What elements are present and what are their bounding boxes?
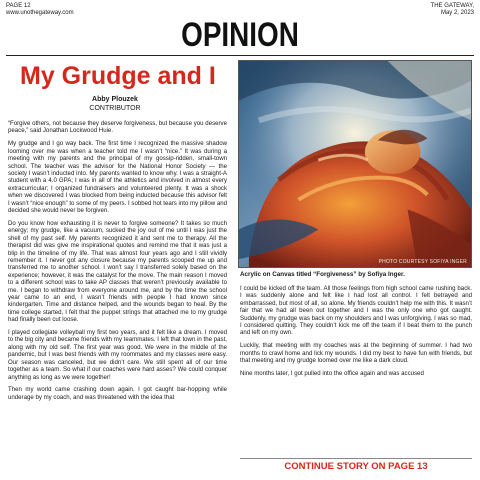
section-divider (6, 55, 474, 56)
body-paragraph: “Forgive others, not because they deserve forgiveness, but because you deserve peace,” said Jonathan Lockwood Huie. (8, 120, 227, 135)
issue-date: May 2, 2023 (440, 10, 474, 16)
author-role: CONTRIBUTOR (89, 105, 141, 112)
section-title: OPINION (181, 16, 299, 54)
photo-credit: PHOTO COURTESY SOFIYA INGER (378, 259, 467, 265)
body-paragraph: I played collegiate volleyball my first two years, and it felt like a dream. I moved to the big city and became friends with my teammates. I left that town in the past, along with my old self. The first year was good. We were in the middle of the pandemic, but I was best friends with my roommates and my classes were easy. Our season was canceled, but we didn’t care. We still spent all of our time together as a team. So what if our coaches were hard asses? We could conquer anything as long as we were together! (8, 329, 227, 381)
body-paragraph: Do you know how exhausting it is never to forgive someone? It takes so much energy; my grudge, like a vacuum, sucked the joy out of me until I was just the shell of my past self. My parents recognized it and sent me to therapy. All the therapist did was give me inspirational quotes and remind me that it was just a blip in the timeline of my life. That was almost four years ago and I still vividly remember it. I never got any closure because my parents scooped me up and transferred me to another school. I won’t say I transferred solely based on the experience; however, it was the catalyst for the move. The main reason I moved to a different school was to take AP classes that weren’t previously available to me. I began to withdraw from everyone around me, and by the time the school year came to an end, I wasn’t friends with people I had known since kindergarten. Time and distance helped, and the wounds began to heal. By the time college started, I felt that the puppet strings that attached me to my grudge had finally been cut loose. (8, 219, 227, 324)
page-header-right (431, 3, 474, 17)
painting-forgiveness (239, 61, 471, 267)
photo-caption: Acrylic on Canvas titled “Forgiveness” by Sofiya Inger. (240, 271, 405, 278)
body-paragraph: Nine months later, I got pulled into the office again and was accused (240, 370, 424, 378)
article-body-left (8, 120, 227, 476)
article-body-right (240, 285, 472, 449)
article-author: Abby Plouzek (92, 96, 138, 103)
site-url[interactable]: www.unothegateway.com (6, 10, 74, 16)
publication-name: THE GATEWAY, (430, 3, 474, 9)
body-paragraph: Then my world came crashing down again. I got caught bar-hopping while underage by my coach, and was threatened with the idea that (8, 386, 227, 401)
body-paragraph: Luckily, that meeting with my coaches was at the beginning of summer. I had two months to crawl home and lick my wounds. I did my best to have fun with friends, but that meeting and my grudge loomed over me like a dark cloud. (240, 342, 472, 365)
page-number: PAGE 12 (6, 3, 31, 9)
article-headline: My Grudge and I (20, 62, 216, 90)
page-header-left (6, 3, 74, 17)
continue-divider (240, 458, 472, 459)
article-photo (238, 60, 472, 268)
body-paragraph: I could be kicked off the team. All those feelings from high school came rushing back. I was suddenly alone and felt like I had lost all control. I felt betrayed and embarrassed, but most of all, so alone. My friends couldn’t help me with this. It wasn’t fair that we had all been out together and I was the only one who got caught. Suddenly, my grudge was back on my shoulders and I was unforgiving. I was so mad, I considered quitting. They couldn’t kick me off the team if I beat them to the punch and left on my own. (240, 285, 472, 337)
continue-story-link[interactable]: CONTINUE STORY ON PAGE 13 (284, 461, 428, 472)
body-paragraph: My grudge and I go way back. The first time I recognized the massive shadow looming over me was when a teacher told me I wasn’t “nice.” It was during a meeting with my parents and the principal of my gossip-ridden, small-town school. The teacher was the advisor for the National Honor Society — the society I wasn’t inducted into. My parents wanted to know why. I was a straight-A student with a 4.0 GPA; I was in all of the athletics and involved in almost every extracurricular; I organized fundraisers and volunteered plenty. It was a shock when we discovered I was blocked from being inducted because this advisor felt I wasn’t “nice enough” to some of my peers. I sobbed hot tears into my pillow and decided she would never be forgiven. (8, 140, 227, 214)
